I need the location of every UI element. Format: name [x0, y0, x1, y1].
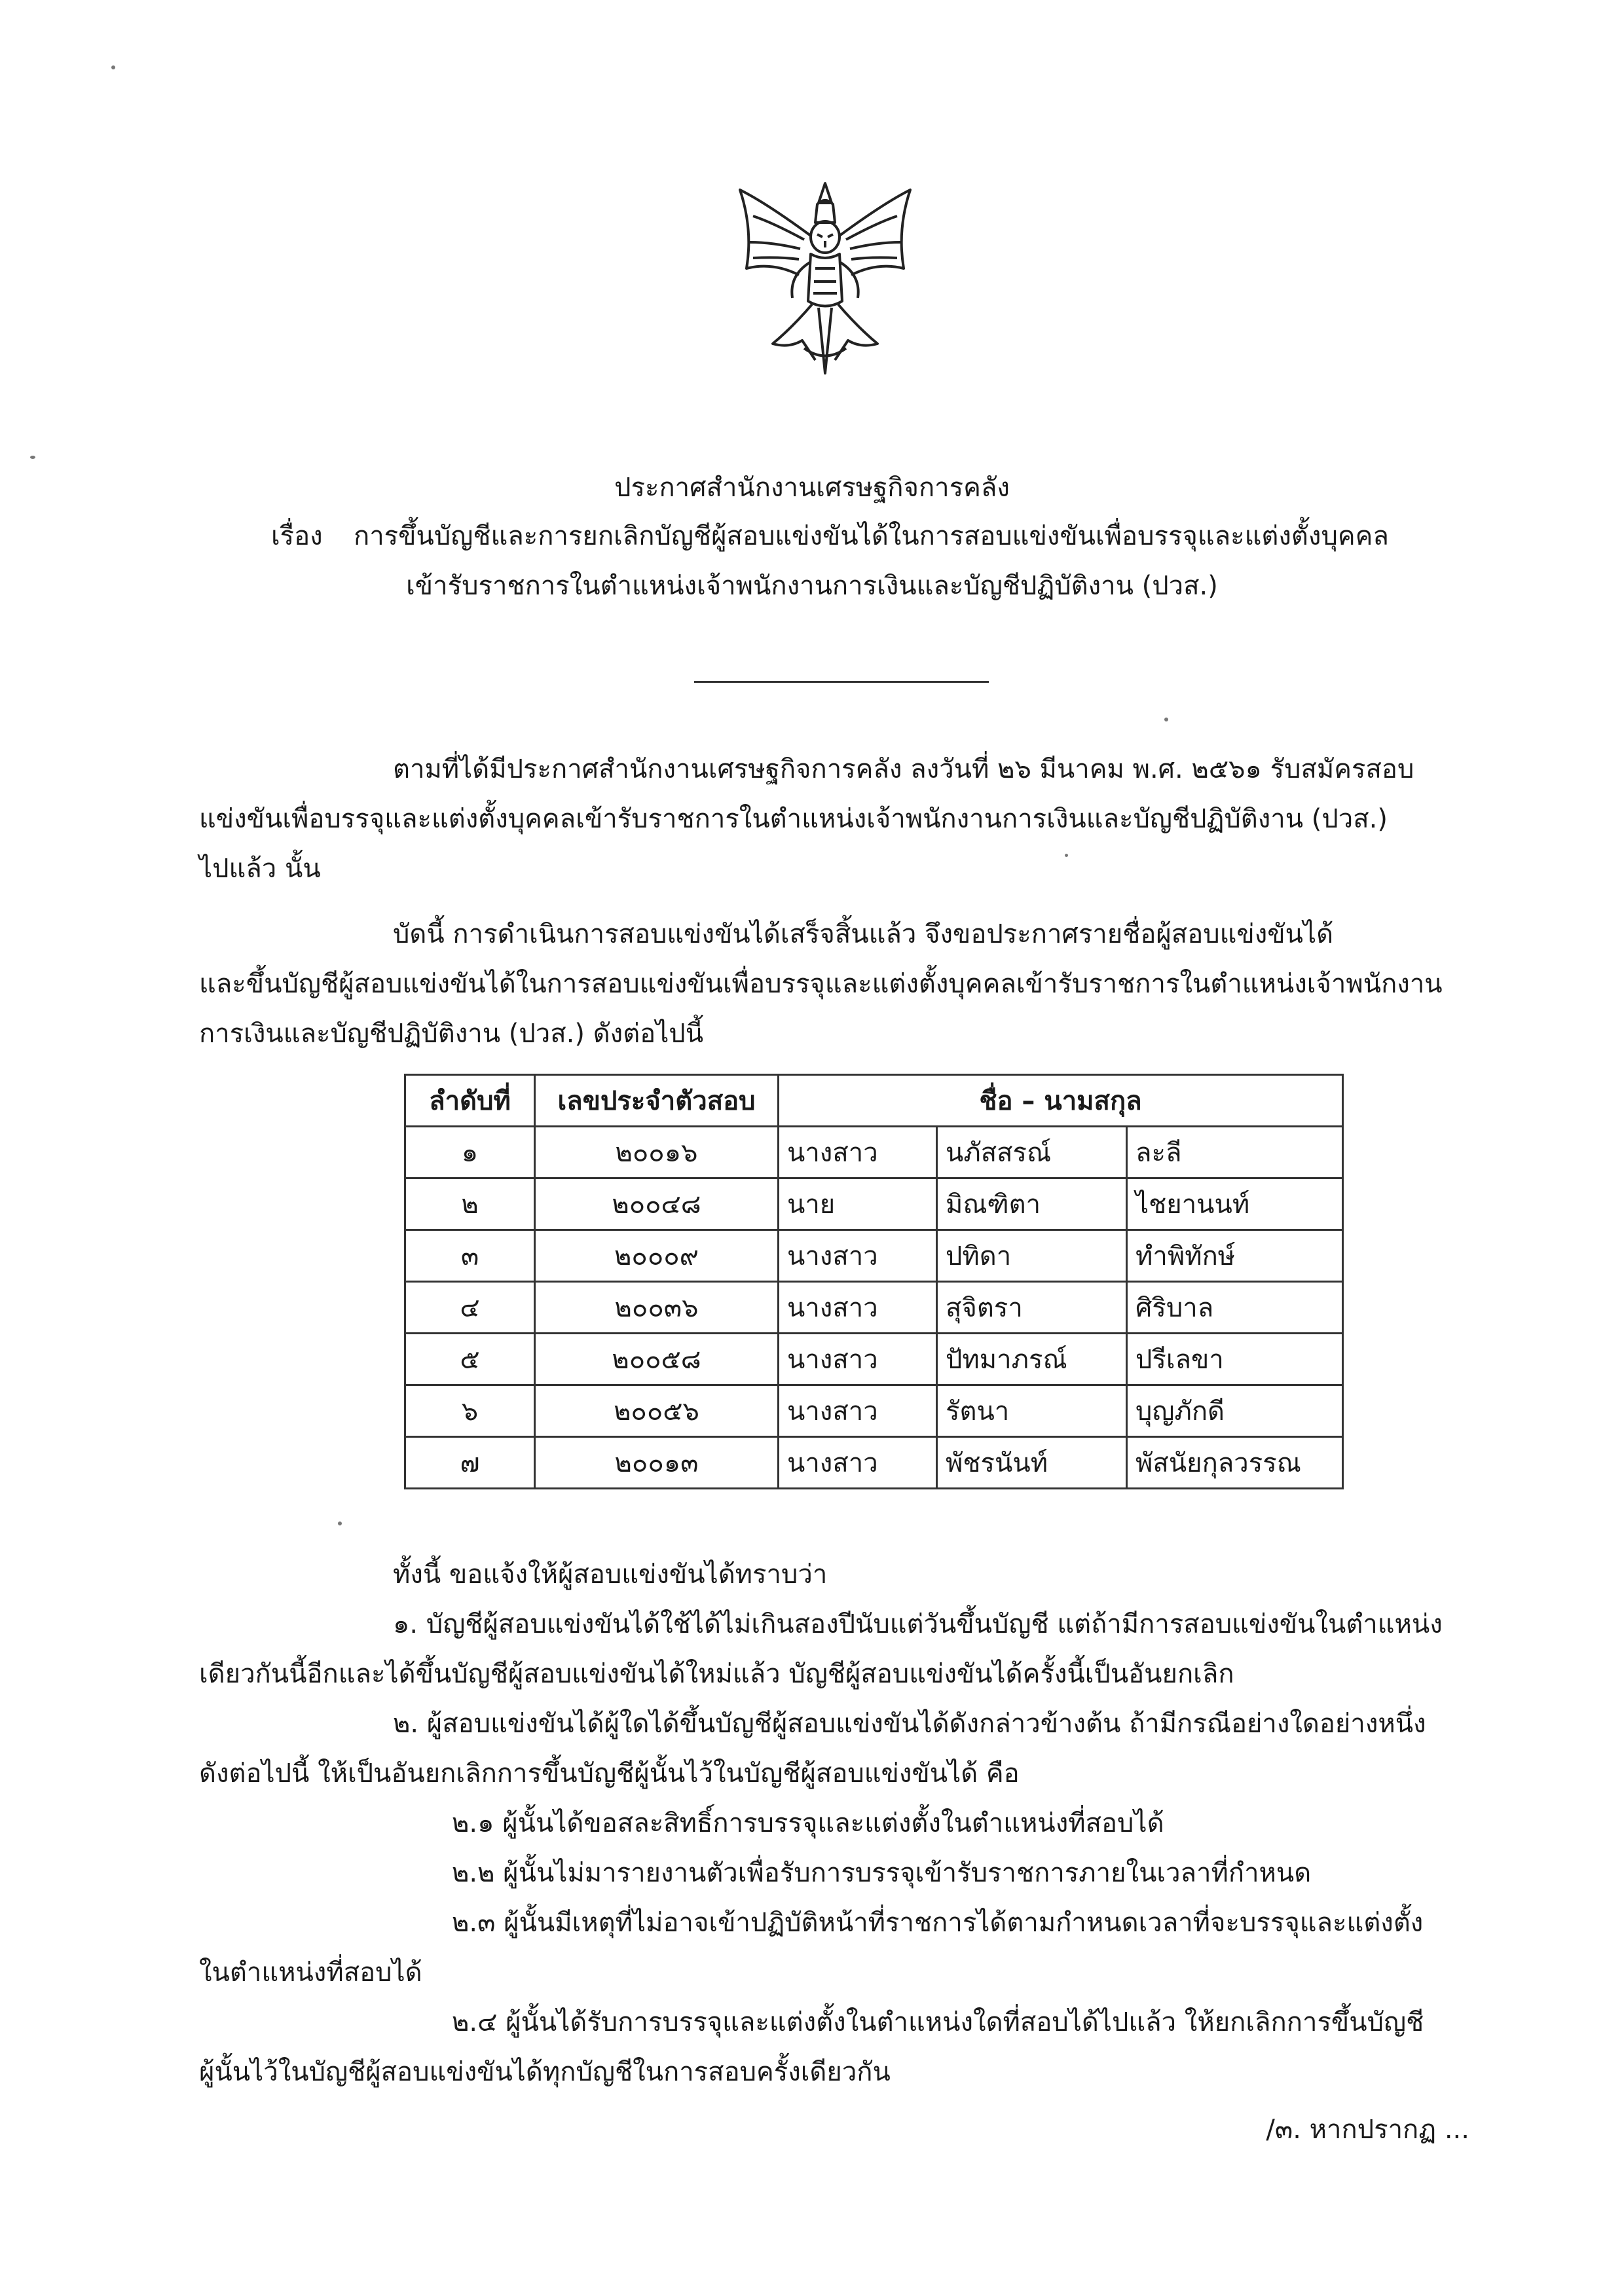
title-cell: นางสาว	[779, 1385, 937, 1437]
rank-cell: ๔	[405, 1282, 535, 1334]
notice-intro: ทั้งนี้ ขอแจ้งให้ผู้สอบแข่งขันได้ทราบว่า	[393, 1559, 828, 1590]
notice-sub-item-2-3-line-2: ในตำแหน่งที่สอบได้	[199, 1958, 422, 1988]
table-row	[405, 1437, 1343, 1489]
rank-cell: ๓	[405, 1230, 535, 1282]
notice-sub-item-2-1: ๒.๑ ผู้นั้นได้ขอสละสิทธิ์การบรรจุและแต่งตั้งในตำแหน่งที่สอบได้	[452, 1808, 1164, 1838]
paragraph-2-line-3: การเงินและบัญชีปฏิบัติงาน (ปวส.) ดังต่อไปนี้	[199, 1019, 704, 1049]
subject-line-2: เข้ารับราชการในตำแหน่งเจ้าพนักงานการเงินและบัญชีปฏิบัติงาน (ปวส.)	[406, 571, 1218, 601]
first-name-cell: รัตนา	[937, 1385, 1127, 1437]
heading-divider	[694, 681, 989, 683]
rank-cell: ๒	[405, 1178, 535, 1230]
exam-id-cell: ๒๐๐๕๖	[535, 1385, 779, 1437]
table-header-row	[405, 1075, 1343, 1127]
scan-speck	[338, 1522, 342, 1525]
exam-id-cell: ๒๐๐๓๖	[535, 1282, 779, 1334]
first-name-cell: พัชรนันท์	[937, 1437, 1127, 1489]
rank-cell: ๕	[405, 1334, 535, 1385]
rank-column-header: ลำดับที่	[405, 1075, 535, 1127]
garuda-emblem-icon	[727, 177, 923, 380]
last-name-cell: ละลี	[1127, 1127, 1343, 1178]
scan-speck	[1065, 854, 1068, 857]
first-name-cell: ปัทมาภรณ์	[937, 1334, 1127, 1385]
title-cell: นางสาว	[779, 1127, 937, 1178]
name-column-header: ชื่อ – นามสกุล	[779, 1075, 1343, 1127]
page-continuation: /๓. หากปรากฏ ...	[1266, 2115, 1469, 2145]
exam-id-cell: ๒๐๐๑๖	[535, 1127, 779, 1178]
successful-candidates-table	[404, 1074, 1344, 1489]
last-name-cell: ปรีเลขา	[1127, 1334, 1343, 1385]
first-name-cell: สุจิตรา	[937, 1282, 1127, 1334]
first-name-cell: ปทิดา	[937, 1230, 1127, 1282]
rank-cell: ๖	[405, 1385, 535, 1437]
last-name-cell: ไชยานนท์	[1127, 1178, 1343, 1230]
title-cell: นางสาว	[779, 1282, 937, 1334]
rank-cell: ๗	[405, 1437, 535, 1489]
table-row	[405, 1178, 1343, 1230]
notice-sub-item-2-4-line-1: ๒.๔ ผู้นั้นได้รับการบรรจุและแต่งตั้งในตำแหน่งใดที่สอบได้ไปแล้ว ให้ยกเลิกการขึ้นบัญชี	[452, 2007, 1424, 2037]
last-name-cell: พัสนัยกุลวรรณ	[1127, 1437, 1343, 1489]
notice-sub-item-2-3-line-1: ๒.๓ ผู้นั้นมีเหตุที่ไม่อาจเข้าปฏิบัติหน้าที่ราชการได้ตามกำหนดเวลาที่จะบรรจุและแต่งตั้ง	[452, 1908, 1424, 1938]
table-row	[405, 1385, 1343, 1437]
exam-id-cell: ๒๐๐๐๙	[535, 1230, 779, 1282]
notice-item-1-line-1: ๑. บัญชีผู้สอบแข่งขันได้ใช้ได้ไม่เกินสองปีนับแต่วันขึ้นบัญชี แต่ถ้ามีการสอบแข่งขันในตำแหน่ง	[393, 1609, 1443, 1639]
rank-cell: ๑	[405, 1127, 535, 1178]
first-name-cell: นภัสสรณ์	[937, 1127, 1127, 1178]
title-cell: นาย	[779, 1178, 937, 1230]
title-cell: นางสาว	[779, 1334, 937, 1385]
title-cell: นางสาว	[779, 1230, 937, 1282]
notice-item-2-line-1: ๒. ผู้สอบแข่งขันได้ผู้ใดได้ขึ้นบัญชีผู้สอบแข่งขันได้ดังกล่าวข้างต้น ถ้ามีกรณีอย่างใดอย่างหนึ่ง	[393, 1709, 1426, 1739]
table-row	[405, 1334, 1343, 1385]
scan-speck	[30, 456, 35, 459]
first-name-cell: มิณฑิตา	[937, 1178, 1127, 1230]
subject-label: เรื่อง	[271, 521, 323, 551]
paragraph-2-line-2: และขึ้นบัญชีผู้สอบแข่งขันได้ในการสอบแข่งขันเพื่อบรรจุและแต่งตั้งบุคคลเข้ารับราชการในตำแหน่งเจ้าพนักงาน	[199, 969, 1443, 999]
paragraph-1-line-3: ไปแล้ว นั้น	[199, 854, 321, 884]
announcement-agency-title: ประกาศสำนักงานเศรษฐกิจการคลัง	[614, 473, 1010, 503]
paragraph-1-line-2: แข่งขันเพื่อบรรจุและแต่งตั้งบุคคลเข้ารับราชการในตำแหน่งเจ้าพนักงานการเงินและบัญชีปฏิบัติงาน (ปวส.)	[199, 804, 1388, 834]
notice-item-1-line-2: เดียวกันนี้อีกและได้ขึ้นบัญชีผู้สอบแข่งขันได้ใหม่แล้ว บัญชีผู้สอบแข่งขันได้ครั้งนี้เป็นอันยกเลิก	[199, 1659, 1234, 1689]
table-row	[405, 1127, 1343, 1178]
title-cell: นางสาว	[779, 1437, 937, 1489]
notice-sub-item-2-4-line-2: ผู้นั้นไว้ในบัญชีผู้สอบแข่งขันได้ทุกบัญชีในการสอบครั้งเดียวกัน	[199, 2057, 891, 2087]
subject-line-1: การขึ้นบัญชีและการยกเลิกบัญชีผู้สอบแข่งขันได้ในการสอบแข่งขันเพื่อบรรจุและแต่งตั้งบุคคล	[354, 521, 1389, 551]
last-name-cell: ทำพิทักษ์	[1127, 1230, 1343, 1282]
notice-item-2-line-2: ดังต่อไปนี้ ให้เป็นอันยกเลิกการขึ้นบัญชีผู้นั้นไว้ในบัญชีผู้สอบแข่งขันได้ คือ	[199, 1758, 1020, 1789]
paragraph-1-line-1: ตามที่ได้มีประกาศสำนักงานเศรษฐกิจการคลัง ลงวันที่ ๒๖ มีนาคม พ.ศ. ๒๕๖๑ รับสมัครสอบ	[393, 754, 1414, 784]
notice-sub-item-2-2: ๒.๒ ผู้นั้นไม่มารายงานตัวเพื่อรับการบรรจุเข้ารับราชการภายในเวลาที่กำหนด	[452, 1858, 1312, 1888]
paragraph-2-line-1: บัดนี้ การดำเนินการสอบแข่งขันได้เสร็จสิ้นแล้ว จึงขอประกาศรายชื่อผู้สอบแข่งขันได้	[393, 919, 1334, 949]
last-name-cell: บุญภักดี	[1127, 1385, 1343, 1437]
exam-id-column-header: เลขประจำตัวสอบ	[535, 1075, 779, 1127]
table-row	[405, 1230, 1343, 1282]
last-name-cell: ศิริบาล	[1127, 1282, 1343, 1334]
scan-speck	[111, 65, 115, 69]
exam-id-cell: ๒๐๐๑๓	[535, 1437, 779, 1489]
exam-id-cell: ๒๐๐๔๘	[535, 1178, 779, 1230]
table-row	[405, 1282, 1343, 1334]
exam-id-cell: ๒๐๐๕๘	[535, 1334, 779, 1385]
scan-speck	[1164, 718, 1168, 721]
